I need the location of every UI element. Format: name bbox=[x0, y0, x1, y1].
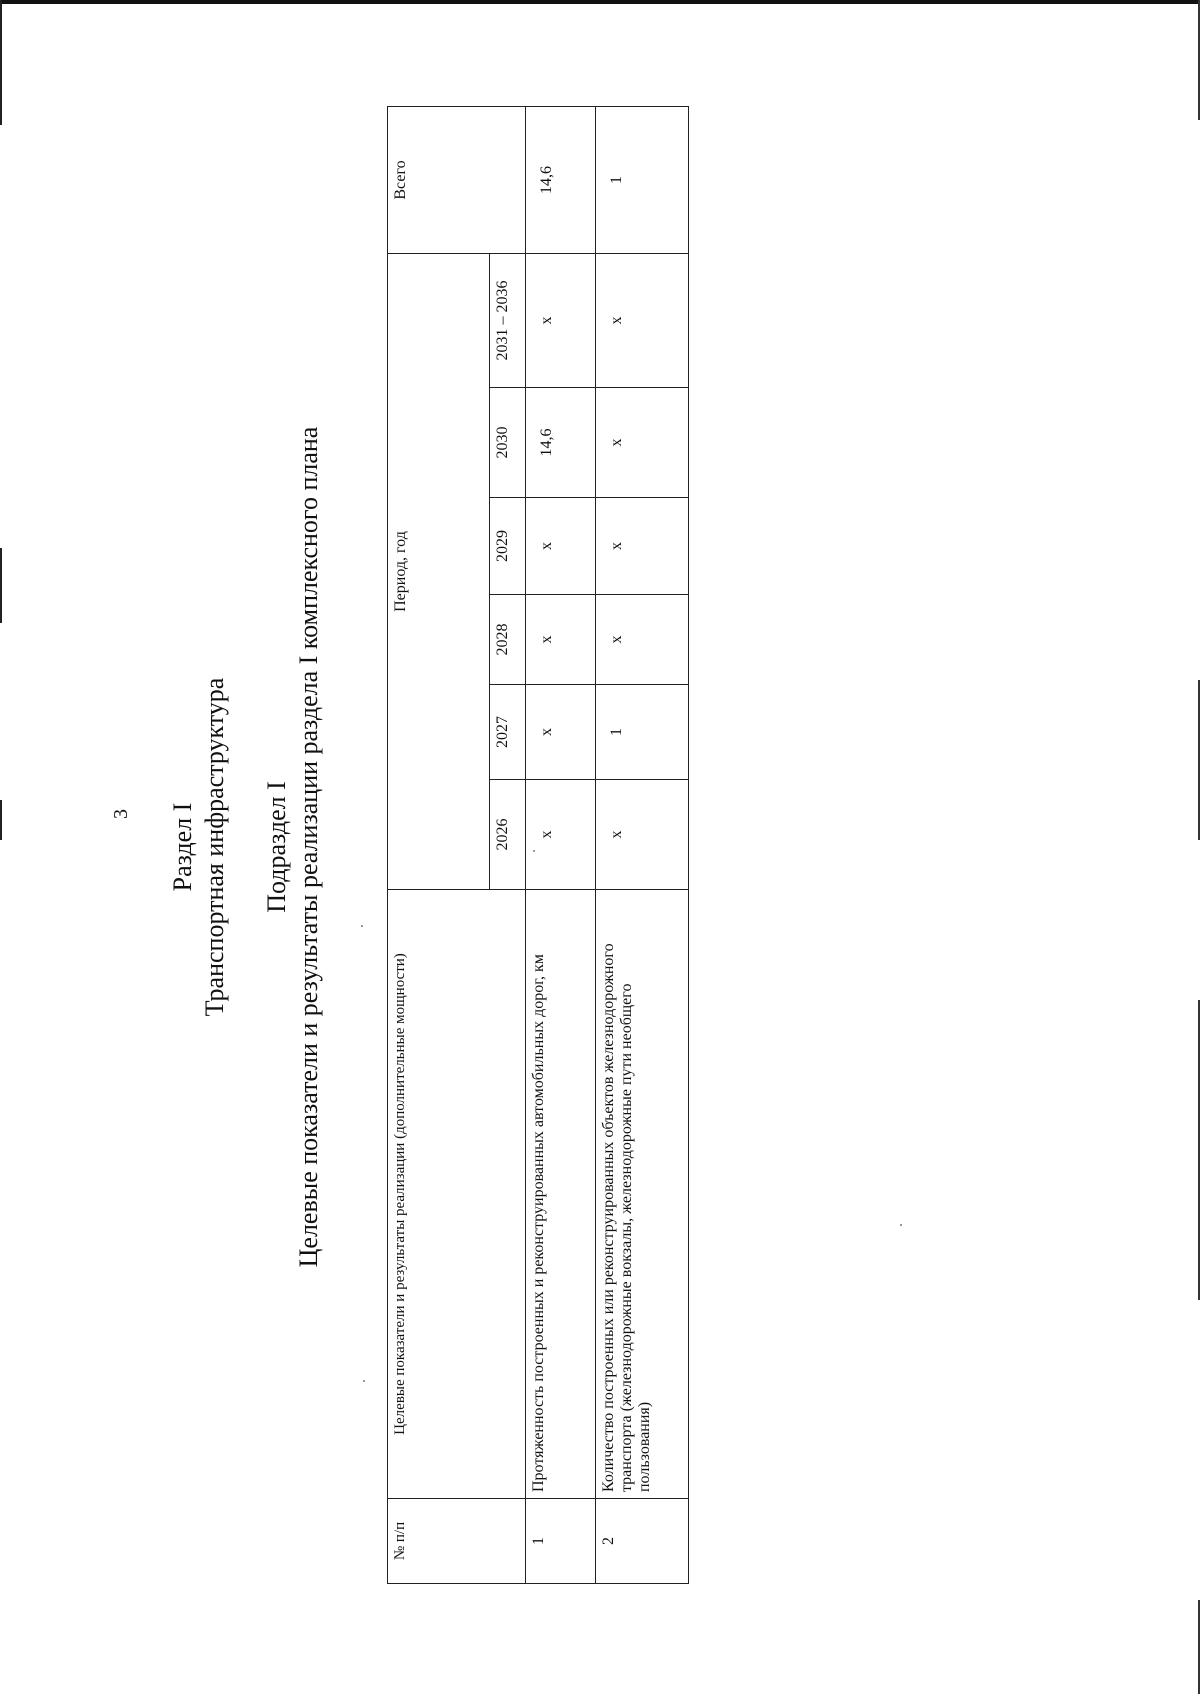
header-year: 2026 bbox=[490, 780, 526, 890]
row-value: х bbox=[596, 595, 689, 685]
header-num: № п/п bbox=[388, 1499, 526, 1584]
row-num: 2 bbox=[596, 1499, 689, 1584]
subsection-label: Подраздел I bbox=[262, 781, 291, 913]
header-year: 2030 bbox=[490, 388, 526, 498]
row-indicator: Протяженность построенных и реконструированных автомобильных дорог, км bbox=[526, 890, 596, 1499]
subsection-name: Целевые показатели и результаты реализации раздела I комплексного плана bbox=[294, 426, 323, 1268]
row-value: х bbox=[526, 254, 596, 388]
header-row bbox=[388, 107, 490, 1584]
row-value: х bbox=[596, 388, 689, 498]
section-label: Раздел I bbox=[168, 802, 197, 892]
row-value: х bbox=[596, 254, 689, 388]
table-row bbox=[526, 107, 596, 1584]
indicators-table bbox=[387, 106, 689, 1584]
row-value: х bbox=[526, 780, 596, 890]
row-num: 1 bbox=[526, 1499, 596, 1584]
section-name: Транспортная инфраструктура bbox=[200, 677, 229, 1017]
header-period: Период, год bbox=[388, 254, 490, 890]
row-total: 1 bbox=[596, 107, 689, 254]
row-value: 1 bbox=[596, 685, 689, 780]
page-number: 3 bbox=[110, 809, 132, 819]
header-year: 2027 bbox=[490, 685, 526, 780]
header-total: Всего bbox=[388, 107, 526, 254]
row-value: 14,6 bbox=[526, 388, 596, 498]
header-year: 2029 bbox=[490, 498, 526, 595]
row-value: х bbox=[526, 595, 596, 685]
row-total: 14,6 bbox=[526, 107, 596, 254]
header-year: 2031 – 2036 bbox=[490, 254, 526, 388]
row-value: х bbox=[596, 498, 689, 595]
header-year: 2028 bbox=[490, 595, 526, 685]
row-indicator: Количество построенных или реконструированных объектов железнодорожного транспорта (железнодорожные вокзалы, железнодорожные пути необщего пользования) bbox=[596, 890, 689, 1499]
row-value: х bbox=[596, 780, 689, 890]
header-indicator: Целевые показатели и результаты реализации (дополнительные мощности) bbox=[388, 890, 526, 1499]
row-value: х bbox=[526, 685, 596, 780]
table-row bbox=[596, 107, 689, 1584]
row-value: х bbox=[526, 498, 596, 595]
